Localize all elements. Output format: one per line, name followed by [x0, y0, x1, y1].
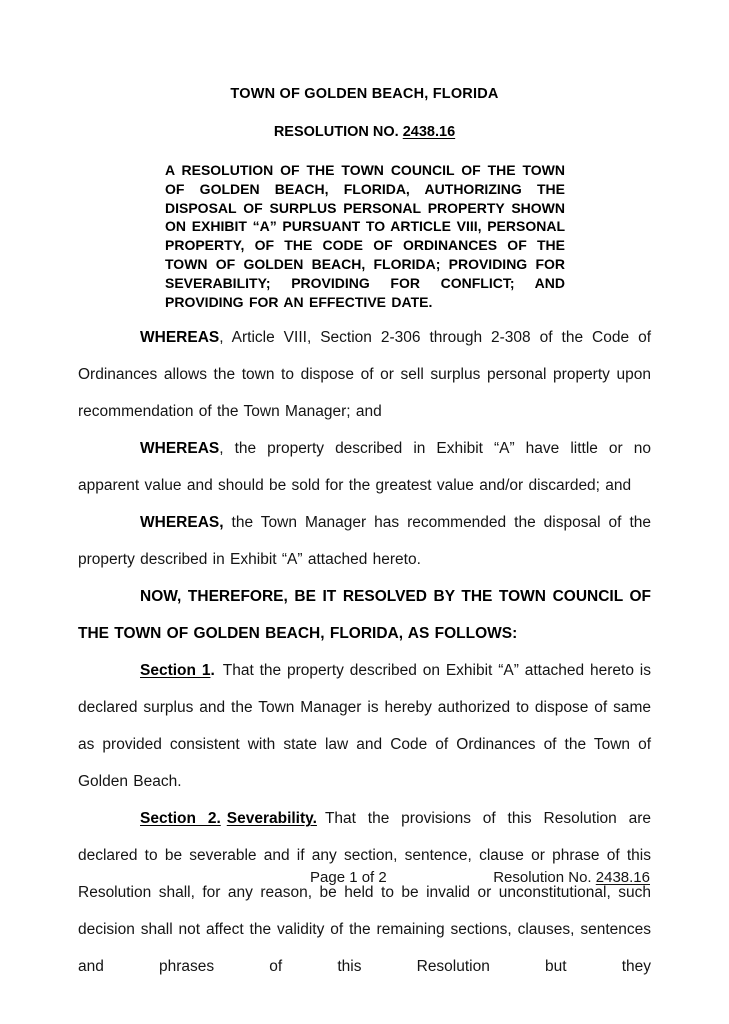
page-footer [78, 869, 651, 891]
whereas-paragraph-1 [78, 319, 651, 430]
resolution-caption: A RESOLUTION OF THE TOWN COUNCIL OF THE TOWN OF GOLDEN BEACH, FLORIDA, AUTHORIZING THE DISPOSAL OF SURPLUS PERSONAL PROPERTY SHOWN ON EXHIBIT “A” PURSUANT TO ARTICLE VIII, PERSONAL PROPERTY, OF THE CODE OF ORDINANCES OF THE TOWN OF GOLDEN BEACH, FLORIDA; PROVIDING FOR SEVERABILITY; PROVIDING FOR CONFLICT; AND PROVIDING FOR AN EFFECTIVE DATE. [165, 162, 565, 310]
resolution-number-prefix: RESOLUTION NO. [273, 124, 403, 140]
whereas-paragraph-2 [78, 430, 651, 504]
resolved-clause: NOW, THEREFORE, BE IT RESOLVED BY THE TOWN COUNCIL OF THE TOWN OF GOLDEN BEACH, FLORIDA, AS FOLLOWS: [78, 588, 651, 643]
section-1-paragraph [78, 652, 651, 800]
footer-resolution-prefix: Resolution No. [493, 869, 596, 886]
section-1-heading-punct: . [210, 662, 215, 680]
whereas-text-1: , Article VIII, Section 2-306 through 2-308 of the Code of Ordinances allows the town to dispose of or sell surplus personal property upon recommendation of the Town Manager; and [78, 329, 651, 421]
footer-resolution-label [493, 869, 650, 886]
footer-resolution-number: 2438.16 [595, 869, 650, 886]
whereas-paragraph-3 [78, 504, 651, 578]
whereas-text-2: , the property described in Exhibit “A” have little or no apparent value and should be sold for the greatest value and/or discarded; and [78, 440, 651, 495]
section-2-heading: Section 2. [140, 810, 221, 828]
section-1-text: That the property described on Exhibit “A” attached hereto is declared surplus and the Town Manager is hereby authorized to dispose of same as provided consistent with state law and Code of Ordinances of the Town of Golden Beach. [78, 662, 651, 791]
document-content [78, 0, 651, 985]
whereas-lead-3: WHEREAS, [140, 514, 224, 532]
whereas-lead-1: WHEREAS [140, 329, 220, 347]
whereas-lead-2: WHEREAS [140, 440, 220, 458]
resolution-number-heading [78, 124, 651, 140]
page-number-label: Page 1 of 2 [310, 869, 387, 886]
section-2-paragraph [78, 800, 651, 985]
document-title: TOWN OF GOLDEN BEACH, FLORIDA [230, 86, 499, 102]
whereas-text-3: the Town Manager has recommended the disposal of the property described in Exhibit “A” attached hereto. [78, 514, 651, 569]
section-2-subheading: Severability. [226, 810, 317, 828]
section-2-text: That the provisions of this Resolution are declared to be severable and if any section, sentence, clause or phrase of this Resolution shall, for any reason, be held to be invalid or unconstitutional, such decision shall not affect the validity of the remaining sections, clauses, sentences and phrases of this Resolution but they [78, 810, 651, 976]
section-1-heading: Section 1 [140, 662, 211, 680]
resolution-number-value: 2438.16 [402, 124, 456, 140]
